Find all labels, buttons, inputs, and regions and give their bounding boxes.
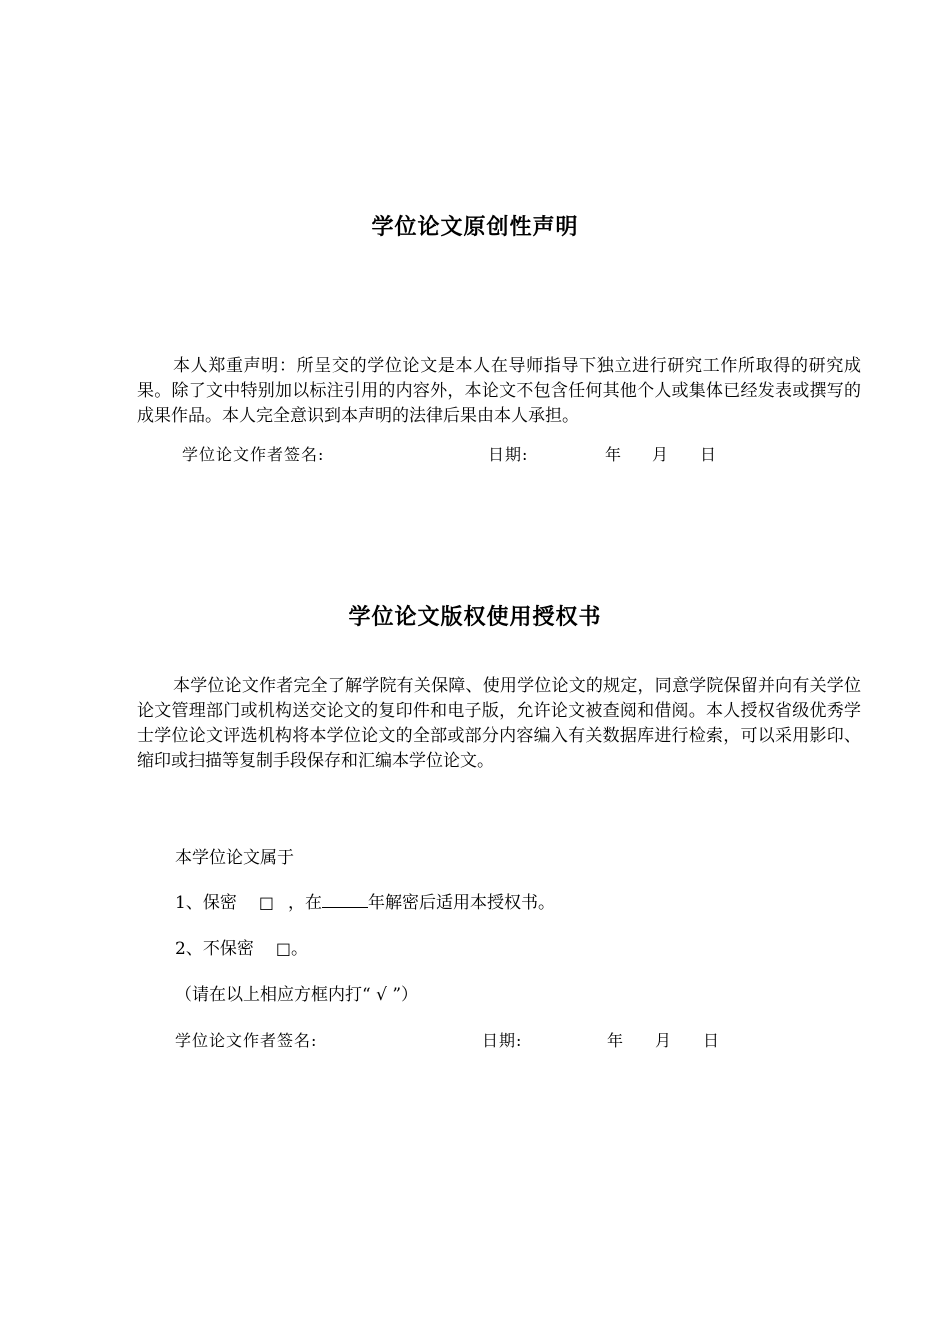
confidential-checkbox[interactable]: □	[258, 893, 274, 912]
declaration-title: 学位论文原创性声明	[371, 214, 579, 240]
declaration-date-label: 日期:	[488, 445, 529, 464]
option-nonconfidential-label: 2、不保密	[175, 939, 254, 959]
option-nonconfidential-row	[175, 937, 308, 961]
nonconfidential-checkbox[interactable]: □	[275, 939, 291, 958]
declaration-month-label: 月	[652, 445, 670, 464]
declaration-body: 本人郑重声明：所呈交的学位论文是本人在导师指导下独立进行研究工作所取得的研究成果。除了文中特别加以标注引用的内容外，本论文不包含任何其他个人或集体已经发表或撰写的成果作品。本人完全意识到本声明的法律后果由本人承担。	[137, 356, 861, 426]
authorization-title: 学位论文版权使用授权书	[348, 604, 602, 630]
authorization-signature-label: 学位论文作者签名:	[175, 1031, 318, 1050]
authorization-day-label: 日	[703, 1031, 721, 1050]
declaration-day-label: 日	[700, 445, 718, 464]
declaration-signature-label: 学位论文作者签名:	[182, 445, 325, 464]
option-confidential-suffix: 年解密后适用本授权书。	[367, 893, 555, 913]
option-nonconfidential-suffix: 。	[290, 939, 308, 959]
authorization-body: 本学位论文作者完全了解学院有关保障、使用学位论文的规定，同意学院保留并向有关学位论文管理部门或机构送交论文的复印件和电子版，允许论文被查阅和借阅。本人授权省级优秀学士学位论文评选机构将本学位论文的全部或部分内容编入有关数据库进行检索，可以采用影印、缩印或扫描等复制手段保存和汇编本学位论文。	[137, 676, 861, 771]
decrypt-year-blank[interactable]	[322, 893, 368, 908]
option-confidential-middle: ，在	[287, 893, 322, 913]
checkmark-instruction: （请在以上相应方框内打“ √ ”）	[175, 985, 419, 1005]
belongs-label: 本学位论文属于	[175, 848, 294, 868]
option-confidential-label: 1、保密	[175, 893, 237, 913]
authorization-date-label: 日期:	[482, 1031, 523, 1050]
option-confidential-row	[175, 891, 555, 915]
authorization-year-label: 年	[607, 1031, 625, 1050]
declaration-year-label: 年	[605, 445, 623, 464]
authorization-month-label: 月	[655, 1031, 673, 1050]
